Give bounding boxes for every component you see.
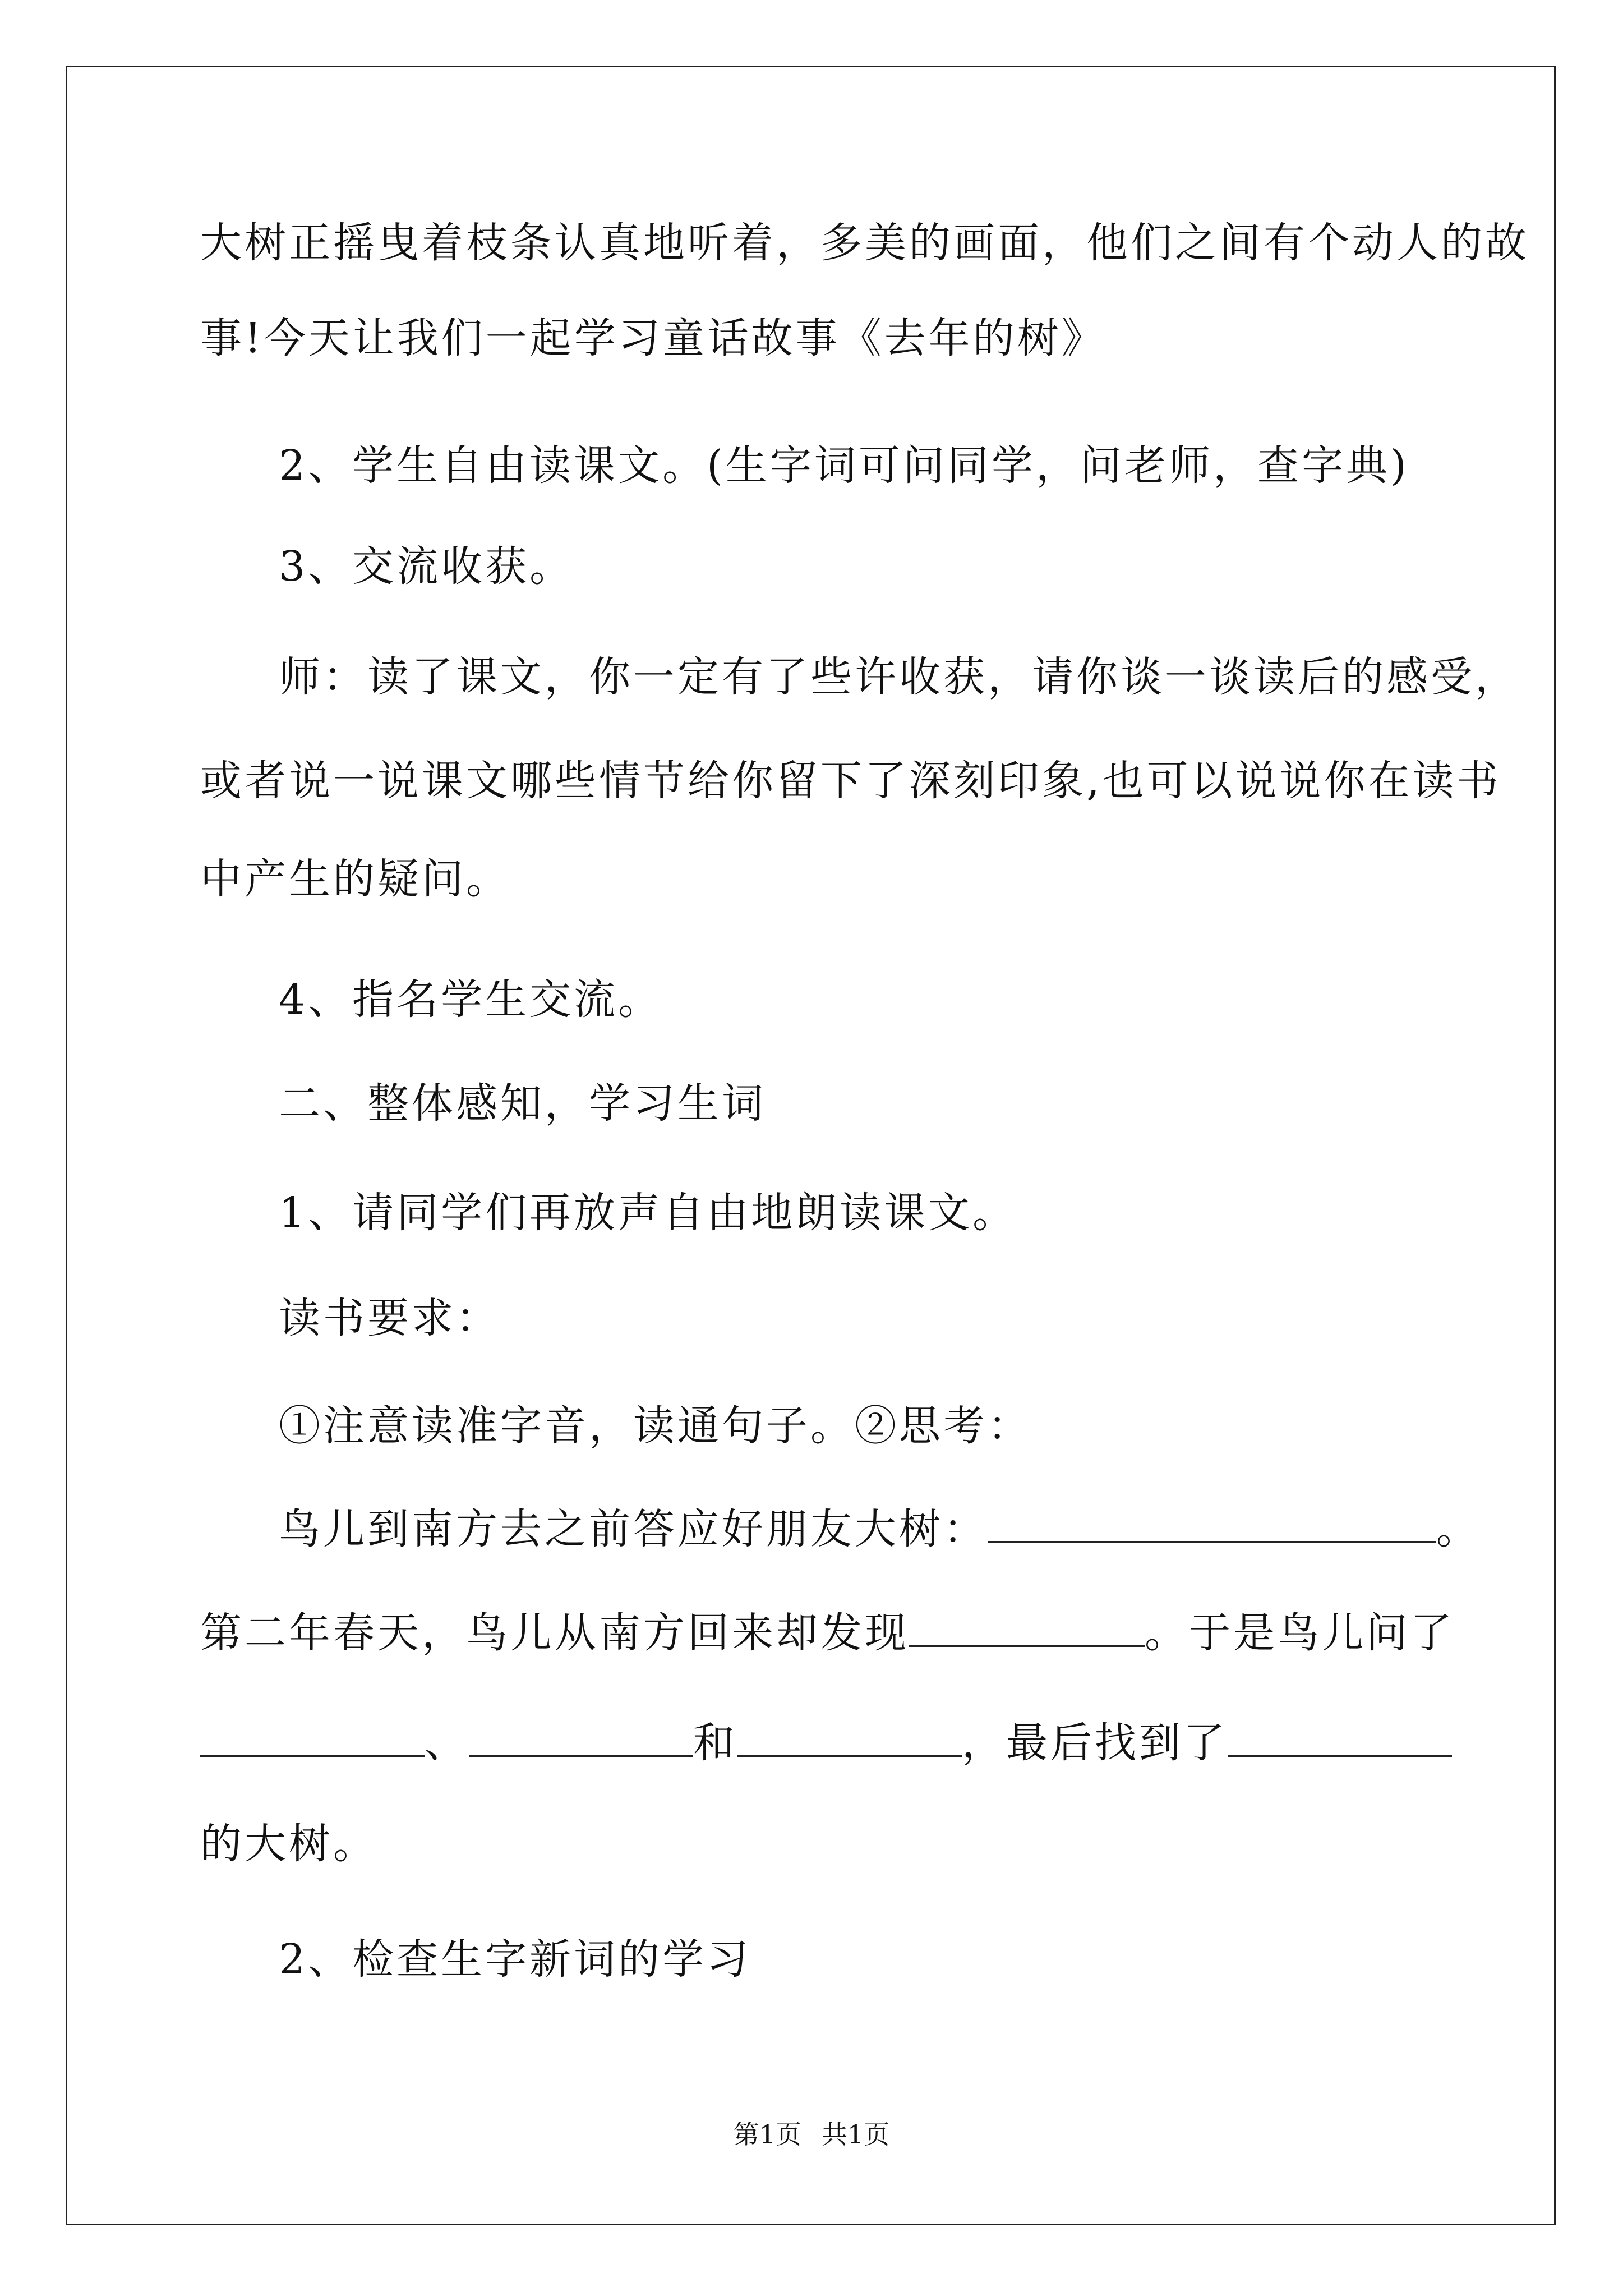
page-total: 共1页 xyxy=(822,2119,890,2150)
paragraph-line: 1、请同学们再放声自由地朗读课文。 xyxy=(279,1189,1017,1237)
paragraph-line: 4、指名学生交流。 xyxy=(279,976,663,1024)
answer-blank[interactable] xyxy=(737,1715,962,1757)
paragraph-line: 中产生的疑问。 xyxy=(200,855,510,903)
paragraph-line: 2、检查生字新词的学习 xyxy=(279,1935,751,1984)
answer-blank[interactable] xyxy=(988,1502,1436,1543)
answer-blank[interactable] xyxy=(469,1715,693,1757)
sentence-text: 鸟儿到南方去之前答应好朋友大树： xyxy=(279,1505,988,1553)
page-number: 第1页 xyxy=(733,2119,801,2150)
answer-blank[interactable] xyxy=(200,1715,425,1757)
paragraph-line: ①注意读准字音，读通句子。②思考： xyxy=(279,1402,1032,1450)
page-border xyxy=(66,66,1556,2225)
paragraph-line: 大树正摇曳着枝条认真地听着，多美的画面，他们之间有个动人的故 xyxy=(200,219,1529,267)
answer-blank[interactable] xyxy=(909,1605,1145,1647)
sentence-text: 和 xyxy=(693,1719,737,1767)
sentence-text: 。于是鸟儿问了 xyxy=(1145,1609,1455,1657)
fill-in-line-1 xyxy=(279,1501,1481,1557)
paragraph-line: 师：读了课文，你一定有了些许收获，请你谈一谈读后的感受， xyxy=(279,653,1519,701)
paragraph-line: 2、学生自由读课文。(生字词可问同学，问老师，查字典) xyxy=(279,441,1409,490)
sentence-text: 。 xyxy=(1436,1505,1481,1553)
page-footer xyxy=(0,2118,1623,2151)
separator-text: 、 xyxy=(425,1719,469,1767)
sentence-text: 第二年春天，鸟儿从南方回来却发现 xyxy=(200,1609,909,1657)
answer-blank[interactable] xyxy=(1228,1715,1452,1757)
sentence-text: ，最后找到了 xyxy=(962,1719,1228,1767)
paragraph-line: 或者说一说课文哪些情节给你留下了深刻印象,也可以说说你在读书 xyxy=(200,757,1501,805)
paragraph-line: 读书要求： xyxy=(279,1294,500,1342)
fill-in-line-2 xyxy=(200,1605,1455,1661)
fill-in-line-3 xyxy=(200,1715,1452,1771)
paragraph-line: 事!今天让我们一起学习童话故事《去年的树》 xyxy=(200,314,1106,362)
section-heading: 二、整体感知，学习生词 xyxy=(279,1079,766,1128)
paragraph-line: 3、交流收获。 xyxy=(279,542,574,591)
paragraph-line: 的大树。 xyxy=(200,1820,377,1868)
